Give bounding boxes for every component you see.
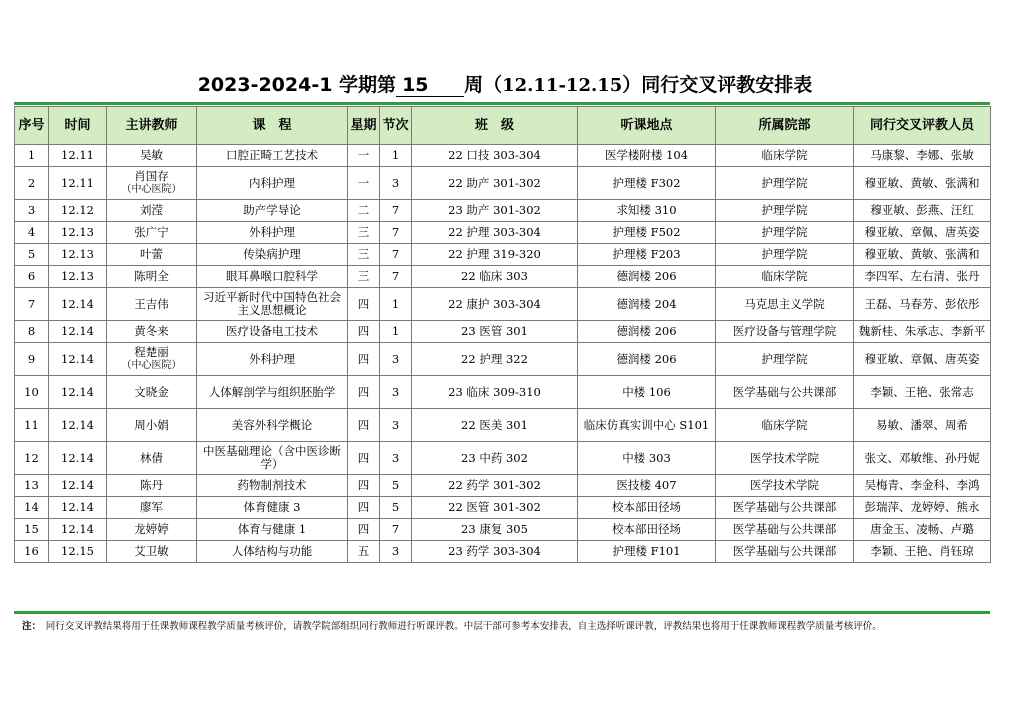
cell-teacher: 刘滢 [107, 200, 197, 222]
cell-location: 德润楼 206 [578, 321, 716, 343]
cell-course: 体育健康 3 [197, 497, 348, 519]
cell-time: 12.14 [49, 376, 107, 409]
cell-reviewers: 张文、邓敏维、孙丹妮 [854, 442, 991, 475]
table-row [15, 409, 991, 442]
cell-period: 7 [380, 519, 412, 541]
cell-location: 医技楼 407 [578, 475, 716, 497]
cell-period: 1 [380, 288, 412, 321]
cell-no: 12 [15, 442, 49, 475]
cell-course: 中医基础理论（含中医诊断学） [197, 442, 348, 475]
cell-college: 临床学院 [716, 145, 854, 167]
cell-teacher: 张广宁 [107, 222, 197, 244]
cell-weekday: 三 [348, 266, 380, 288]
cell-no: 6 [15, 266, 49, 288]
cell-class: 23 中药 302 [412, 442, 578, 475]
cell-class: 22 护理 303-304 [412, 222, 578, 244]
cell-time: 12.14 [49, 475, 107, 497]
cell-course: 人体解剖学与组织胚胎学 [197, 376, 348, 409]
cell-weekday: 四 [348, 519, 380, 541]
cell-teacher: 王吉伟 [107, 288, 197, 321]
cell-location: 德润楼 206 [578, 266, 716, 288]
cell-no: 5 [15, 244, 49, 266]
cell-course: 美容外科学概论 [197, 409, 348, 442]
cell-reviewers: 易敏、潘翠、周希 [854, 409, 991, 442]
cell-weekday: 三 [348, 222, 380, 244]
cell-course: 习近平新时代中国特色社会主义思想概论 [197, 288, 348, 321]
cell-period: 5 [380, 475, 412, 497]
cell-time: 12.14 [49, 497, 107, 519]
cell-no: 15 [15, 519, 49, 541]
cell-period: 7 [380, 266, 412, 288]
table-row [15, 222, 991, 244]
cell-no: 14 [15, 497, 49, 519]
table-row [15, 266, 991, 288]
cell-location: 中楼 106 [578, 376, 716, 409]
cell-teacher: 龙婷婷 [107, 519, 197, 541]
cell-location: 护理楼 F203 [578, 244, 716, 266]
cell-no: 8 [15, 321, 49, 343]
cell-college: 医疗设备与管理学院 [716, 321, 854, 343]
teacher-note: （中心医院） [121, 360, 182, 371]
cell-college: 临床学院 [716, 266, 854, 288]
cell-period: 3 [380, 409, 412, 442]
cell-location: 中楼 303 [578, 442, 716, 475]
cell-time: 12.12 [49, 200, 107, 222]
cell-location: 护理楼 F502 [578, 222, 716, 244]
cell-class: 22 医美 301 [412, 409, 578, 442]
cell-weekday: 二 [348, 200, 380, 222]
cell-course: 药物制剂技术 [197, 475, 348, 497]
cell-teacher: 文晓金 [107, 376, 197, 409]
cell-reviewers: 穆亚敏、黄敏、张满和 [854, 167, 991, 200]
cell-period: 1 [380, 145, 412, 167]
cell-reviewers: 穆亚敏、黄敏、张满和 [854, 244, 991, 266]
title-prefix: 2023-2024-1 学期第 [197, 74, 397, 96]
cell-course: 口腔正畸工艺技术 [197, 145, 348, 167]
cell-college: 医学技术学院 [716, 475, 854, 497]
cell-weekday: 四 [348, 497, 380, 519]
header-row [15, 107, 991, 145]
cell-reviewers: 唐金玉、凌畅、卢璐 [854, 519, 991, 541]
cell-teacher: 陈丹 [107, 475, 197, 497]
cell-reviewers: 李四军、左右清、张丹 [854, 266, 991, 288]
cell-no: 1 [15, 145, 49, 167]
table-row [15, 321, 991, 343]
cell-period: 3 [380, 167, 412, 200]
header-period: 节次 [380, 107, 412, 145]
cell-teacher: 廖军 [107, 497, 197, 519]
cell-period: 5 [380, 497, 412, 519]
title-week-suffix: 周（ [464, 74, 503, 96]
cell-college: 护理学院 [716, 222, 854, 244]
cell-location: 临床仿真实训中心 S101 [578, 409, 716, 442]
cell-reviewers: 彭瑞萍、龙婷婷、熊永 [854, 497, 991, 519]
cell-class: 23 医管 301 [412, 321, 578, 343]
cell-location: 校本部田径场 [578, 497, 716, 519]
cell-weekday: 四 [348, 376, 380, 409]
cell-college: 医学基础与公共课部 [716, 519, 854, 541]
cell-period: 7 [380, 244, 412, 266]
cell-no: 10 [15, 376, 49, 409]
cell-period: 3 [380, 343, 412, 376]
cell-college: 马克思主义学院 [716, 288, 854, 321]
teacher-name: 程楚丽 [134, 345, 169, 359]
cell-weekday: 四 [348, 475, 380, 497]
cell-period: 7 [380, 222, 412, 244]
header-reviewers: 同行交叉评教人员 [854, 107, 991, 145]
cell-teacher: 林倩 [107, 442, 197, 475]
table-row [15, 200, 991, 222]
cell-course: 眼耳鼻喉口腔科学 [197, 266, 348, 288]
cell-no: 16 [15, 541, 49, 563]
cell-reviewers: 吴梅青、李金科、李鸿 [854, 475, 991, 497]
cell-period: 3 [380, 541, 412, 563]
table-row [15, 167, 991, 200]
cell-no: 11 [15, 409, 49, 442]
cell-location: 医学楼附楼 104 [578, 145, 716, 167]
cell-no: 3 [15, 200, 49, 222]
cell-reviewers: 魏新桂、朱承志、李新平 [854, 321, 991, 343]
cell-time: 12.11 [49, 167, 107, 200]
cell-class: 22 助产 301-302 [412, 167, 578, 200]
cell-time: 12.15 [49, 541, 107, 563]
table-row [15, 519, 991, 541]
header-location: 听课地点 [578, 107, 716, 145]
cell-weekday: 四 [348, 288, 380, 321]
footnote-text: 同行交叉评教结果将用于任课教师课程教学质量考核评价，请教学院部组织同行教师进行听课评教。中层干部可参考本安排表，自主选择听课评教，评教结果也将用于任课教师课程教学质量考核评价。 [45, 621, 882, 632]
cell-course: 人体结构与功能 [197, 541, 348, 563]
cell-no: 4 [15, 222, 49, 244]
cell-no: 13 [15, 475, 49, 497]
cell-course: 体育与健康 1 [197, 519, 348, 541]
cell-time: 12.14 [49, 288, 107, 321]
cell-time: 12.13 [49, 266, 107, 288]
cell-class: 23 康复 305 [412, 519, 578, 541]
cell-location: 德润楼 204 [578, 288, 716, 321]
cell-class: 23 药学 303-304 [412, 541, 578, 563]
cell-weekday: 一 [348, 167, 380, 200]
table-row [15, 475, 991, 497]
cell-time: 12.11 [49, 145, 107, 167]
cell-no: 9 [15, 343, 49, 376]
cell-class: 22 护理 322 [412, 343, 578, 376]
cell-course: 助产学导论 [197, 200, 348, 222]
cell-college: 护理学院 [716, 167, 854, 200]
cell-time: 12.14 [49, 409, 107, 442]
cell-teacher: 陈明全 [107, 266, 197, 288]
cell-college: 医学基础与公共课部 [716, 497, 854, 519]
header-course: 课 程 [197, 107, 348, 145]
cell-no: 2 [15, 167, 49, 200]
cell-course: 传染病护理 [197, 244, 348, 266]
cell-teacher [107, 343, 197, 376]
title-date-range: 12.11-12.15 [502, 75, 623, 96]
cell-course: 外科护理 [197, 343, 348, 376]
header-class: 班 级 [412, 107, 578, 145]
cell-reviewers: 李颖、王艳、张常志 [854, 376, 991, 409]
cell-weekday: 四 [348, 442, 380, 475]
teacher-note: （中心医院） [121, 184, 182, 195]
cell-class: 23 助产 301-302 [412, 200, 578, 222]
cell-course: 外科护理 [197, 222, 348, 244]
cell-reviewers: 李颖、王艳、肖钰琼 [854, 541, 991, 563]
cell-time: 12.14 [49, 519, 107, 541]
cell-teacher: 叶蕾 [107, 244, 197, 266]
cell-time: 12.13 [49, 244, 107, 266]
bottom-green-rule [14, 611, 990, 614]
cell-time: 12.14 [49, 343, 107, 376]
cell-weekday: 三 [348, 244, 380, 266]
cell-class: 22 医管 301-302 [412, 497, 578, 519]
cell-weekday: 四 [348, 409, 380, 442]
cell-period: 3 [380, 442, 412, 475]
table-row [15, 442, 991, 475]
cell-class: 22 护理 319-320 [412, 244, 578, 266]
cell-reviewers: 穆亚敏、章佩、唐英姿 [854, 222, 991, 244]
footnote [22, 617, 972, 636]
cell-location: 德润楼 206 [578, 343, 716, 376]
cell-class: 23 临床 309-310 [412, 376, 578, 409]
cell-reviewers: 穆亚敏、章佩、唐英姿 [854, 343, 991, 376]
cell-teacher: 艾卫敏 [107, 541, 197, 563]
table-row [15, 541, 991, 563]
table-row [15, 288, 991, 321]
header-weekday: 星期 [348, 107, 380, 145]
cell-college: 护理学院 [716, 244, 854, 266]
cell-class: 22 临床 303 [412, 266, 578, 288]
table-row [15, 145, 991, 167]
cell-reviewers: 王磊、马春芳、彭依彤 [854, 288, 991, 321]
cell-college: 护理学院 [716, 200, 854, 222]
cell-time: 12.14 [49, 321, 107, 343]
cell-college: 医学基础与公共课部 [716, 541, 854, 563]
cell-weekday: 四 [348, 321, 380, 343]
cell-teacher: 吴敏 [107, 145, 197, 167]
header-college: 所属院部 [716, 107, 854, 145]
cell-teacher: 黄冬来 [107, 321, 197, 343]
cell-class: 22 药学 301-302 [412, 475, 578, 497]
cell-time: 12.14 [49, 442, 107, 475]
cell-course: 医疗设备电工技术 [197, 321, 348, 343]
header-no: 序号 [15, 107, 49, 145]
table-row [15, 497, 991, 519]
page-title [0, 70, 1010, 97]
header-time: 时间 [49, 107, 107, 145]
top-green-rule [14, 102, 990, 105]
schedule-table [14, 106, 991, 563]
cell-location: 护理楼 F302 [578, 167, 716, 200]
cell-class: 22 康护 303-304 [412, 288, 578, 321]
cell-college: 临床学院 [716, 409, 854, 442]
cell-period: 1 [380, 321, 412, 343]
cell-period: 7 [380, 200, 412, 222]
cell-location: 校本部田径场 [578, 519, 716, 541]
table-row [15, 343, 991, 376]
cell-no: 7 [15, 288, 49, 321]
cell-teacher [107, 167, 197, 200]
footnote-label: 注： [22, 621, 37, 632]
cell-location: 护理楼 F101 [578, 541, 716, 563]
table-row [15, 376, 991, 409]
title-suffix: ）同行交叉评教安排表 [622, 74, 813, 96]
cell-course: 内科护理 [197, 167, 348, 200]
cell-weekday: 五 [348, 541, 380, 563]
cell-time: 12.13 [49, 222, 107, 244]
cell-location: 求知楼 310 [578, 200, 716, 222]
cell-college: 护理学院 [716, 343, 854, 376]
cell-college: 医学技术学院 [716, 442, 854, 475]
teacher-name: 肖国存 [134, 169, 169, 183]
cell-weekday: 四 [348, 343, 380, 376]
cell-teacher: 周小娟 [107, 409, 197, 442]
cell-reviewers: 穆亚敏、彭燕、汪红 [854, 200, 991, 222]
cell-period: 3 [380, 376, 412, 409]
cell-weekday: 一 [348, 145, 380, 167]
cell-reviewers: 马康黎、李娜、张敏 [854, 145, 991, 167]
cell-class: 22 口技 303-304 [412, 145, 578, 167]
title-week-number: 15 [396, 74, 464, 97]
table-row [15, 244, 991, 266]
cell-college: 医学基础与公共课部 [716, 376, 854, 409]
header-teacher: 主讲教师 [107, 107, 197, 145]
